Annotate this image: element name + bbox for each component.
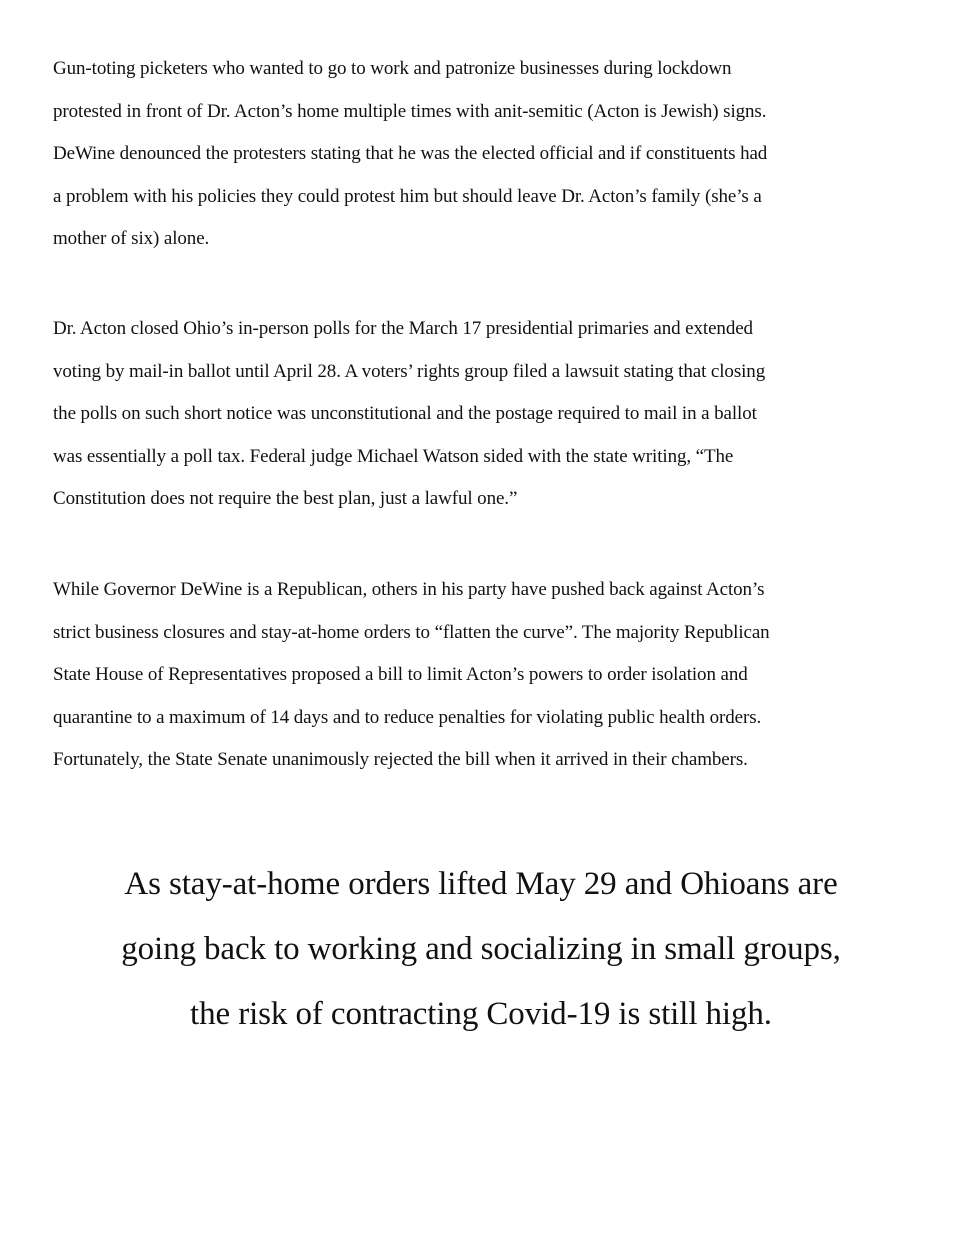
pull-quote-line: the risk of contracting Covid-19 is still high. — [190, 996, 772, 1032]
paragraph-line: voting by mail-in ballot until April 28. A voters’ rights group filed a lawsuit stating that closing — [53, 360, 766, 382]
paragraph-line: Constitution does not require the best plan, just a lawful one.” — [53, 488, 518, 509]
paragraph-line: the polls on such short notice was unconstitutional and the postage required to mail in a ballot — [53, 403, 757, 424]
paragraph-line: a problem with his policies they could protest him but should leave Dr. Acton’s family (she’s a — [53, 185, 762, 207]
paragraph-line: mother of six) alone. — [53, 228, 210, 249]
paragraph-line: quarantine to a maximum of 14 days and to reduce penalties for violating public health orders. — [53, 706, 762, 728]
paragraph-line: Dr. Acton closed Ohio’s in-person polls for the March 17 presidential primaries and extended — [53, 318, 753, 339]
paragraph-protests — [53, 48, 923, 261]
paragraph-line: strict business closures and stay-at-home orders to “flatten the curve”. The majority Republican — [53, 621, 770, 643]
paragraph-line: Fortunately, the State Senate unanimously rejected the bill when it arrived in their chambers. — [53, 749, 748, 770]
paragraph-polls — [53, 308, 923, 521]
paragraph-line: was essentially a poll tax. Federal judge Michael Watson sided with the state writing, “The — [53, 445, 734, 467]
paragraph-line: protested in front of Dr. Acton’s home multiple times with anit-semitic (Acton is Jewish) signs. — [53, 100, 767, 122]
paragraph-republican-pushback — [53, 569, 923, 782]
pull-quote-line: As stay-at-home orders lifted May 29 and Ohioans are — [124, 866, 838, 902]
paragraph-line: Gun-toting picketers who wanted to go to work and patronize businesses during lockdown — [53, 58, 732, 79]
paragraph-line: DeWine denounced the protesters stating that he was the elected official and if constituents had — [53, 143, 768, 164]
pull-quote-line: going back to working and socializing in small groups, — [121, 931, 841, 967]
paragraph-line: While Governor DeWine is a Republican, others in his party have pushed back against Acton’s — [53, 579, 765, 600]
paragraph-line: State House of Representatives proposed a bill to limit Acton’s powers to order isolation and — [53, 664, 748, 685]
pull-quote — [0, 852, 962, 1047]
